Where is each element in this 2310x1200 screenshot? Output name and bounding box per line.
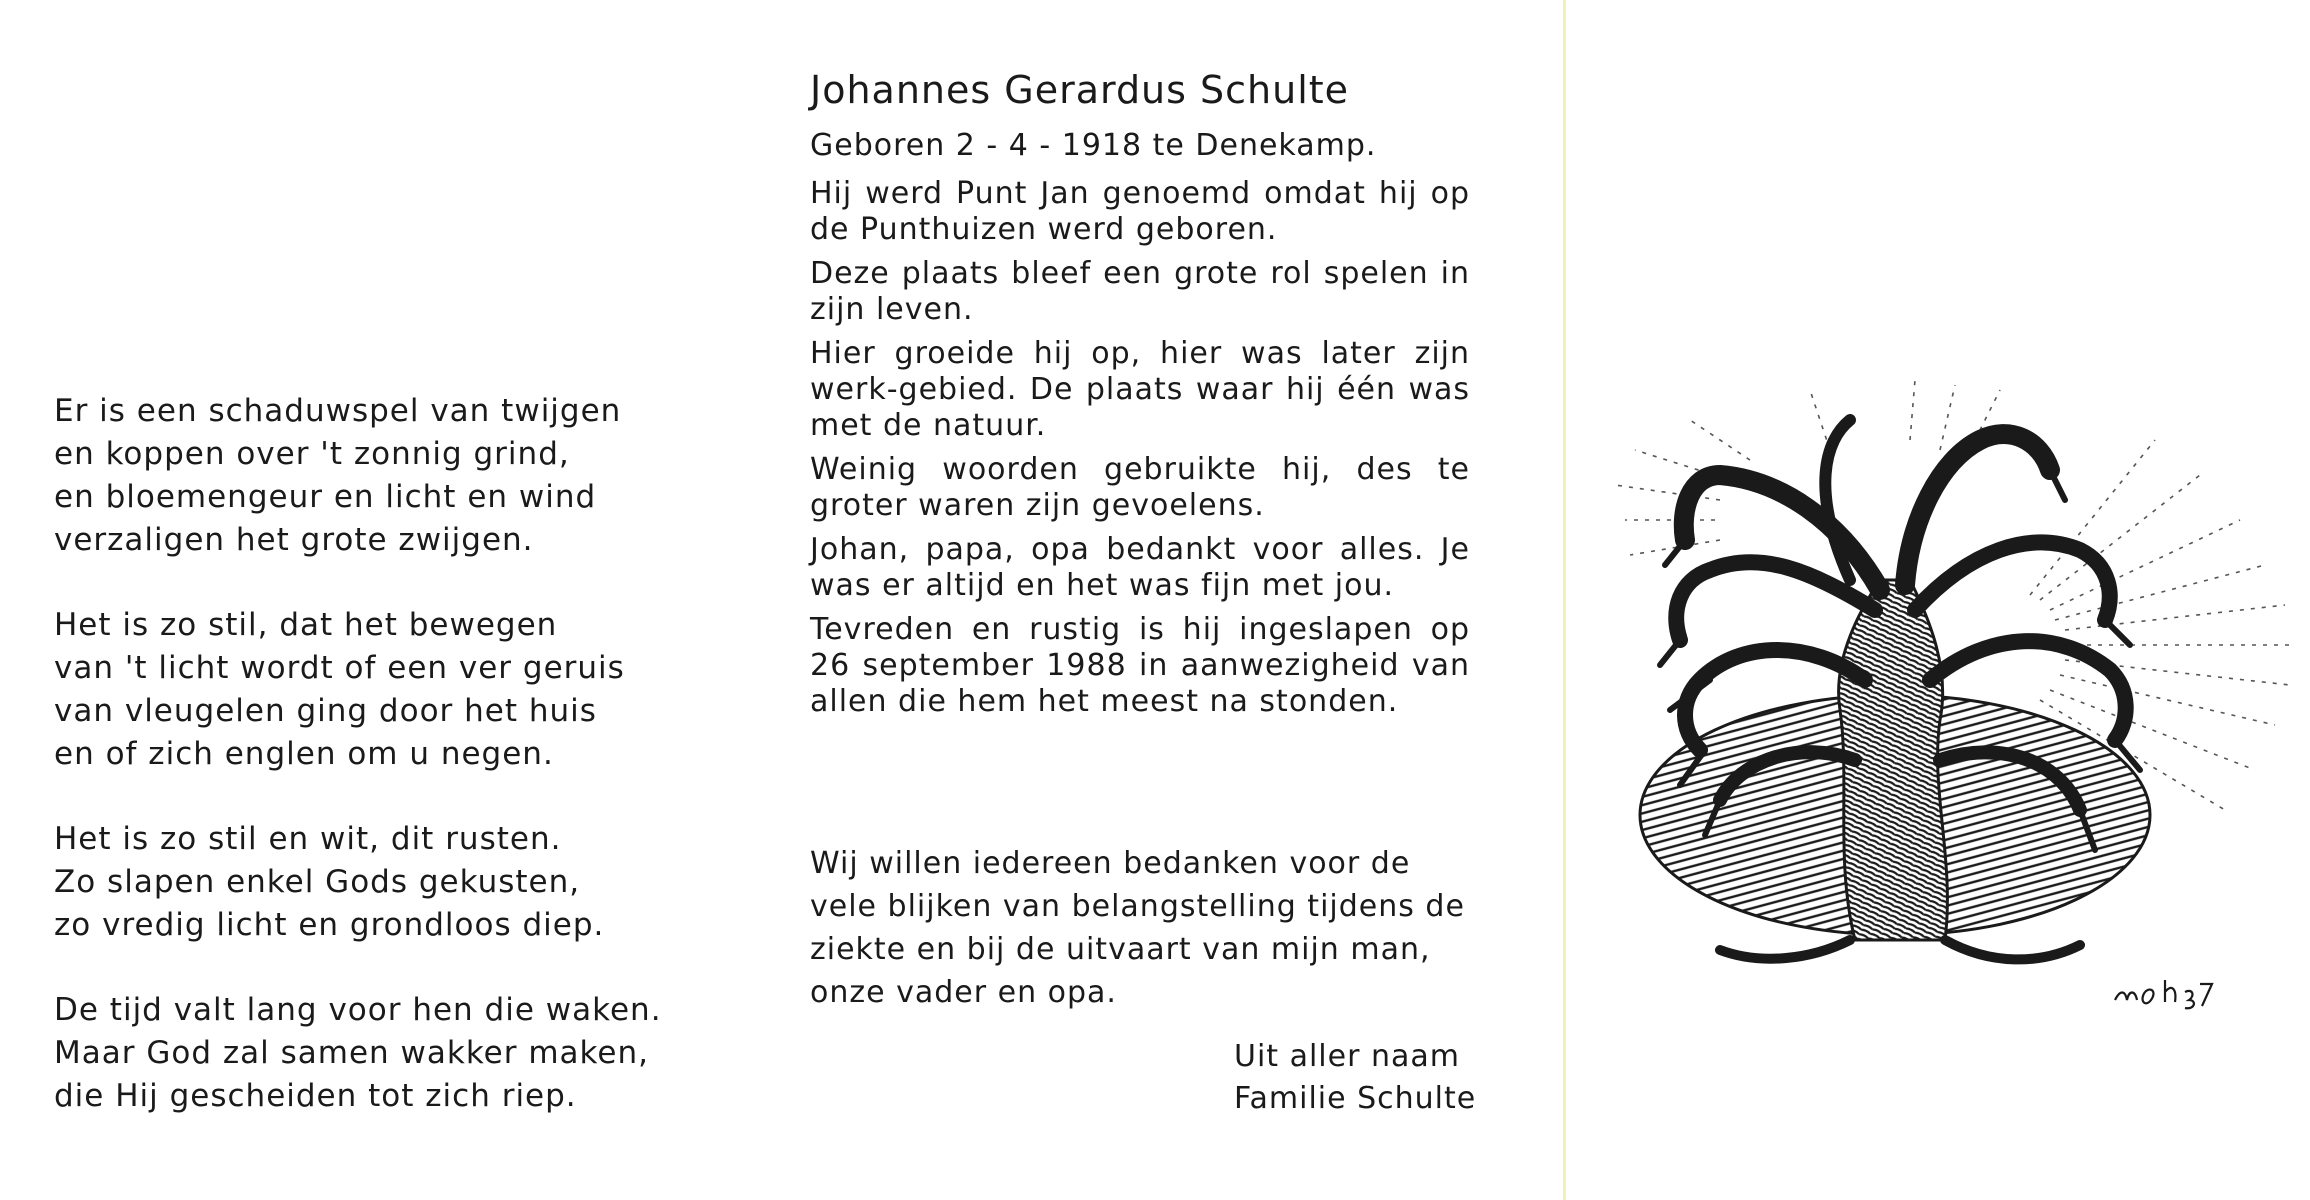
poem-stanza-2 <box>54 604 774 776</box>
poem-stanza-3 <box>54 818 774 947</box>
poem-line: zo vredig licht en grondloos diep. <box>54 907 605 943</box>
biography-paragraph: Johan, papa, opa bedankt voor alles. Je was er altijd en het was fijn met jou. <box>810 532 1470 603</box>
biography-paragraph: Hij werd Punt Jan genoemd omdat hij op de Punthuizen werd geboren. <box>810 176 1470 247</box>
poem-line: en of zich englen om u negen. <box>54 736 554 772</box>
poem-stanza-1 <box>54 390 774 562</box>
poem-stanza-4 <box>54 989 774 1118</box>
poem-line: van 't licht wordt of een ver geruis <box>54 650 625 686</box>
poem-line: Zo slapen enkel Gods gekusten, <box>54 864 581 900</box>
card-fold-line <box>1563 0 1566 1200</box>
biography-paragraph: Deze plaats bleef een grote rol spelen in zijn leven. <box>810 256 1470 327</box>
poem-line: die Hij gescheiden tot zich riep. <box>54 1078 577 1114</box>
poem-line: en koppen over 't zonnig grind, <box>54 436 570 472</box>
memorial-poem <box>54 390 774 1160</box>
poem-line: Er is een schaduwspel van twijgen <box>54 393 622 429</box>
biography-paragraph: Hier groeide hij op, hier was later zijn werk-gebied. De plaats waar hij één was met de natuur. <box>810 336 1470 443</box>
artist-signature <box>2115 980 2212 1008</box>
poem-line: van vleugelen ging door het huis <box>54 693 597 729</box>
thank-you-note: Wij willen iedereen bedanken voor de vele blijken van belangstelling tijdens de ziekte en bij de uitvaart van mijn man, onze vader en opa. <box>810 846 1465 1010</box>
tree-drawing <box>1610 380 2300 1020</box>
signature-line-1: Uit aller naam <box>1234 1039 1460 1074</box>
poem-line: De tijd valt lang voor hen die waken. <box>54 992 662 1028</box>
biography-paragraph: Weinig woorden gebruikte hij, des te groter waren zijn gevoelens. <box>810 452 1470 523</box>
deceased-name: Johannes Gerardus Schulte <box>810 68 1350 112</box>
poem-line: Maar God zal samen wakker maken, <box>54 1035 649 1071</box>
poem-line: Het is zo stil en wit, dit rusten. <box>54 821 562 857</box>
biography <box>810 176 1470 728</box>
poem-line: verzaligen het grote zwijgen. <box>54 522 534 558</box>
biography-paragraph: Tevreden en rustig is hij ingeslapen op 26 september 1988 in aanwezigheid van allen die hem het meest na stonden. <box>810 612 1470 719</box>
birth-line: Geboren 2 - 4 - 1918 te Denekamp. <box>810 128 1377 163</box>
poem-line: en bloemengeur en licht en wind <box>54 479 597 515</box>
signature <box>1234 1036 1476 1120</box>
poem-line: Het is zo stil, dat het bewegen <box>54 607 558 643</box>
signature-line-2: Familie Schulte <box>1234 1081 1477 1116</box>
